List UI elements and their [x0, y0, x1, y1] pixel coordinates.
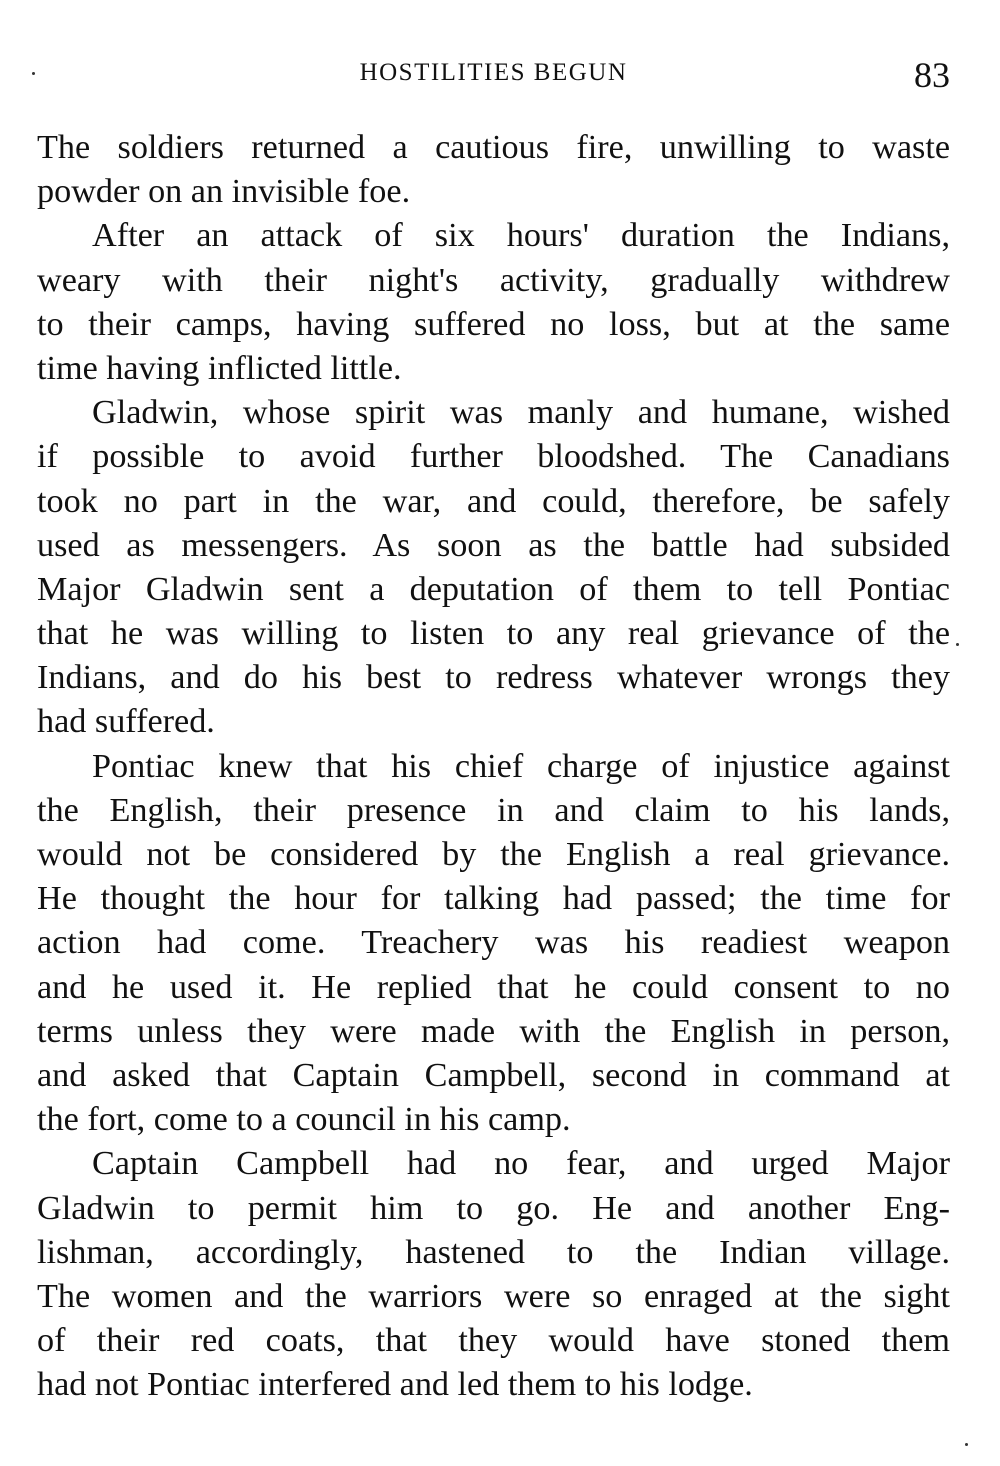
text-line: He thought the hour for talking had passed; the time for — [37, 880, 950, 918]
text-line: Captain Campbell had no fear, and urged Major — [92, 1145, 950, 1183]
paragraph — [37, 214, 950, 391]
text-line: had suffered. — [37, 703, 215, 741]
body-text — [37, 126, 950, 1407]
text-line: After an attack of six hours' duration the Indians, — [92, 217, 950, 255]
text-line: action had come. Treachery was his readiest weapon — [37, 924, 950, 962]
text-line: terms unless they were made with the English in person, — [37, 1012, 950, 1050]
text-line: weary with their night's activity, gradually withdrew — [37, 261, 950, 299]
text-line: Major Gladwin sent a deputation of them to tell Pontiac — [37, 570, 950, 608]
print-speck — [956, 643, 959, 646]
print-speck — [965, 1443, 968, 1446]
text-line: and asked that Captain Campbell, second in command at — [37, 1056, 950, 1094]
text-line: had not Pontiac interfered and led them to his lodge. — [37, 1366, 753, 1404]
text-line: would not be considered by the English a real grievance. — [37, 836, 950, 873]
text-line: Gladwin, whose spirit was manly and humane, wished — [92, 394, 950, 432]
text-line: The soldiers returned a cautious fire, unwilling to waste — [37, 129, 950, 166]
paragraph — [37, 391, 950, 745]
text-line: The women and the warriors were so enraged at the sight — [37, 1277, 950, 1315]
running-title: HOSTILITIES BEGUN — [359, 59, 628, 86]
text-line: the fort, come to a council in his camp. — [37, 1101, 571, 1139]
text-line: to their camps, having suffered no loss, but at the same — [37, 305, 950, 343]
text-line: the English, their presence in and claim to his lands, — [37, 791, 950, 829]
text-line: took no part in the war, and could, therefore, be safely — [37, 482, 950, 520]
text-line: Pontiac knew that his chief charge of injustice against — [92, 747, 950, 785]
text-line: if possible to avoid further bloodshed. The Canadians — [37, 438, 950, 476]
text-line: and he used it. He replied that he could consent to no — [37, 968, 950, 1006]
paragraph — [37, 745, 950, 1143]
text-line: that he was willing to listen to any real grievance of the — [37, 615, 950, 653]
text-line: lishman, accordingly, hastened to the Indian village. — [37, 1233, 950, 1271]
text-line: powder on an invisible foe. — [37, 173, 411, 211]
text-line: used as messengers. As soon as the battle had subsided — [37, 526, 950, 564]
text-line: Gladwin to permit him to go. He and another Eng- — [37, 1189, 950, 1227]
page-number: 83 — [914, 55, 950, 95]
text-line: of their red coats, that they would have stoned them — [37, 1322, 950, 1360]
paragraph — [37, 126, 950, 214]
text-line: time having inflicted little. — [37, 349, 402, 387]
page-header — [37, 55, 950, 105]
text-line: Indians, and do his best to redress whatever wrongs they — [37, 659, 950, 697]
paragraph — [37, 1142, 950, 1407]
print-speck — [32, 72, 35, 75]
